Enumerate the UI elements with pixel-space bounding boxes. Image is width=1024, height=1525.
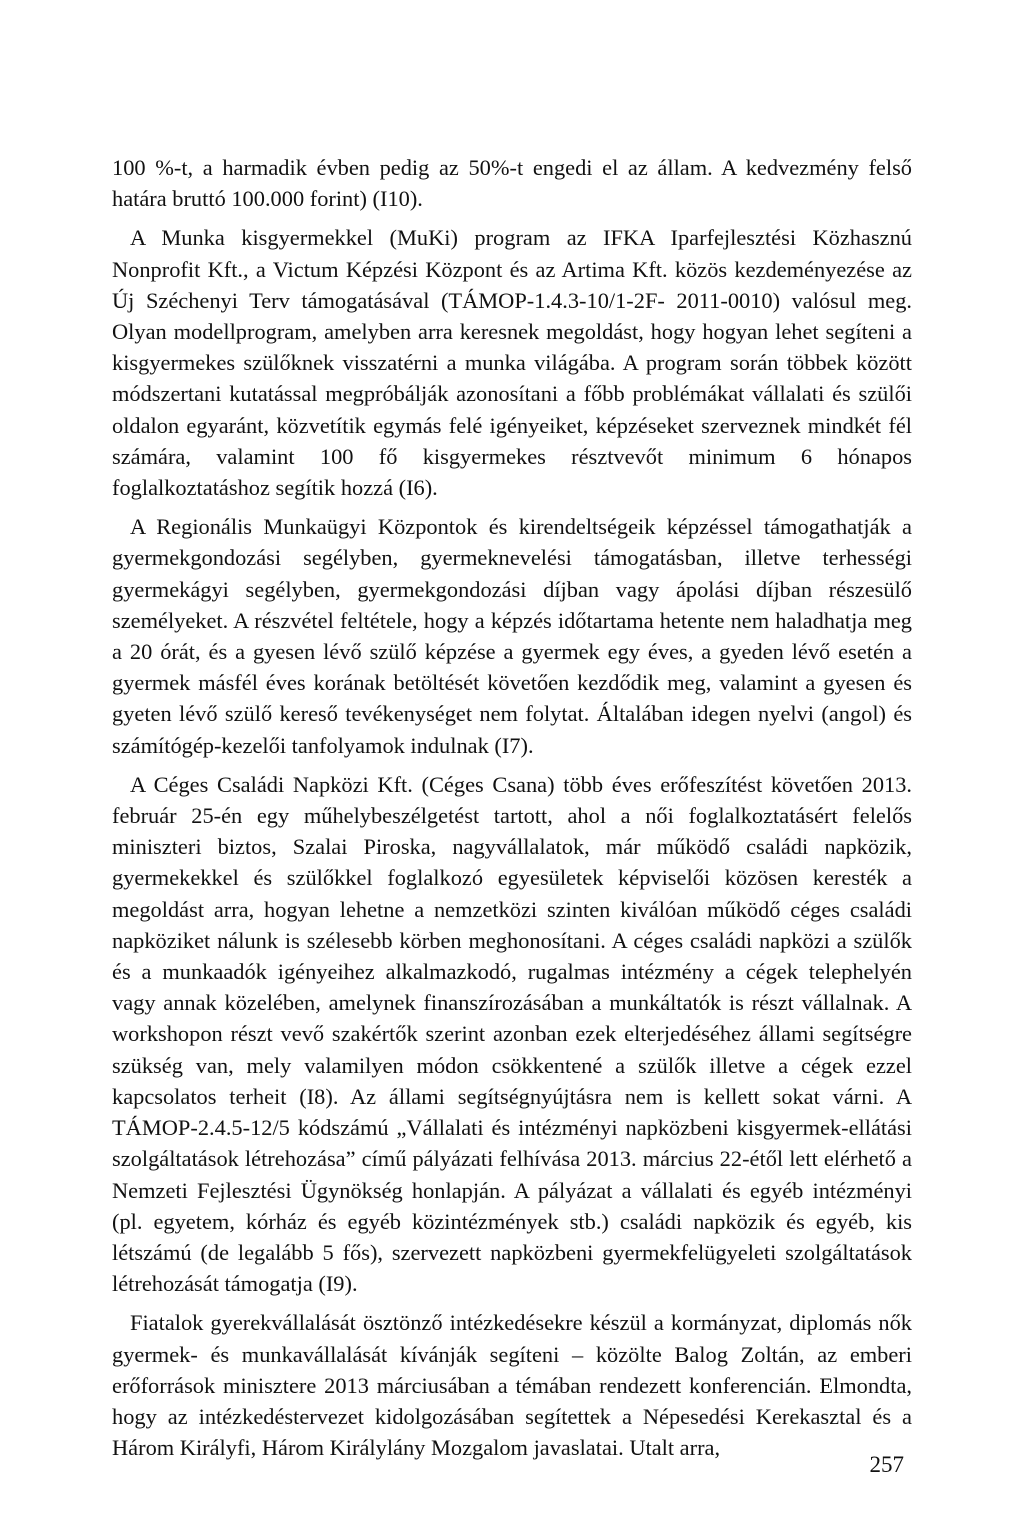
paragraph-2: A Munka kisgyermekkel (MuKi) program az IFKA Iparfejlesztési Közhasznú Nonprofit Kft., a Victum Képzési Központ és az Artima Kft. közös kezdeményezése az Új Széchenyi Terv támogatásával (TÁMOP-1.4.3-10/1-2F- 2011-0010) valósul meg. Olyan modellprogram, amelyben arra keresnek megoldást, hogy hogyan lehet segíteni a kisgyermekes szülőknek visszatérni a munka világába. A program során többek között módszertani kutatással megpróbálják azonosítani a főbb problémákat vállalati és szülői oldalon egyaránt, közvetítik egymás felé igényeiket, képzéseket szerveznek mindkét fél számára, valamint 100 fő kisgyermekes résztvevőt minimum 6 hónapos foglalkoztatáshoz segítik hozzá (I6). [112, 225, 912, 501]
body-text [112, 152, 912, 1471]
paragraph-3: A Regionális Munkaügyi Központok és kirendeltségeik képzéssel támogathatják a gyermekgondozási segélyben, gyermeknevelési támogatásban, illetve terhességi gyermekágyi segélyben, gyermekgondozási díjban vagy ápolási díjban részesülő személyeket. A részvétel feltétele, hogy a képzés időtartama hetente nem haladhatja meg a 20 órát, és a gyesen lévő szülő képzése a gyermek egy éves, a gyeden lévő esetén a gyermek másfél éves korának betöltését követően kezdődik meg, valamint a gyesen és gyeten lévő szülő kereső tevékenységet nem folytat. Általában idegen nyelvi (angol) és számítógép-kezelői tanfolyamok indulnak (I7). [112, 514, 912, 758]
paragraph-1: 100 %-t, a harmadik évben pedig az 50%-t engedi el az állam. A kedvezmény felső határa bruttó 100.000 forint) (I10). [112, 155, 912, 212]
paragraph-4: A Céges Családi Napközi Kft. (Céges Csana) több éves erőfeszítést követően 2013. február 25-én egy műhelybeszélgetést tartott, ahol a női foglalkoztatásért felelős miniszteri biztos, Szalai Piroska, nagyvállalatok, már működő családi napközik, gyermekekkel és szülőkkel foglalkozó egyesületek képviselői közösen keresték a megoldást arra, hogyan lehetne a nemzetközi szinten kiválóan működő céges családi napköziket nálunk is szélesebb körben meghonosítani. A céges családi napközi a szülők és a munkaadók igényeihez alkalmazkodó, rugalmas intézmény a cégek telephelyén vagy annak közelében, amelynek finanszírozásában a munkáltatók is részt vállalnak. A workshopon részt vevő szakértők szerint azonban ezek elterjedéséhez állami segítségre szükség van, mely valamilyen módon csökkentené a szülők illetve a cégek ezzel kapcsolatos terheit (I8). Az állami segítségnyújtásra nem is kellett sokat várni. A TÁMOP-2.4.5-12/5 kódszámú „Vállalati és intézményi napközbeni kisgyermek-ellátási szolgáltatások létrehozása” című pályázati felhívása 2013. március 22-étől lett elérhető a Nemzeti Fejlesztési Ügynökség honlapján. A pályázat a vállalati és egyéb intézményi (pl. egyetem, kórház és egyéb közintézmények stb.) családi napközik és egyéb, kis létszámú (de legalább 5 fős), szervezett napközbeni gyermekfelügyeleti szolgáltatások létrehozását támogatja (I9). [112, 771, 912, 1297]
paragraph-5: Fiatalok gyerekvállalását ösztönző intézkedésekre készül a kormányzat, diplomás nők gyermek- és munkavállalását kívánják segíteni – közölte Balog Zoltán, az emberi erőforrások minisztere 2013 márciusában a témában rendezett konferencián. Elmondta, hogy az intézkedéstervezet kidolgozásában segítettek a Népesedési Kerekasztal és a Három Királyfi, Három Királylány Mozgalom javaslatai. Utalt arra, [112, 1310, 912, 1461]
page-number: 257 [869, 1452, 904, 1477]
